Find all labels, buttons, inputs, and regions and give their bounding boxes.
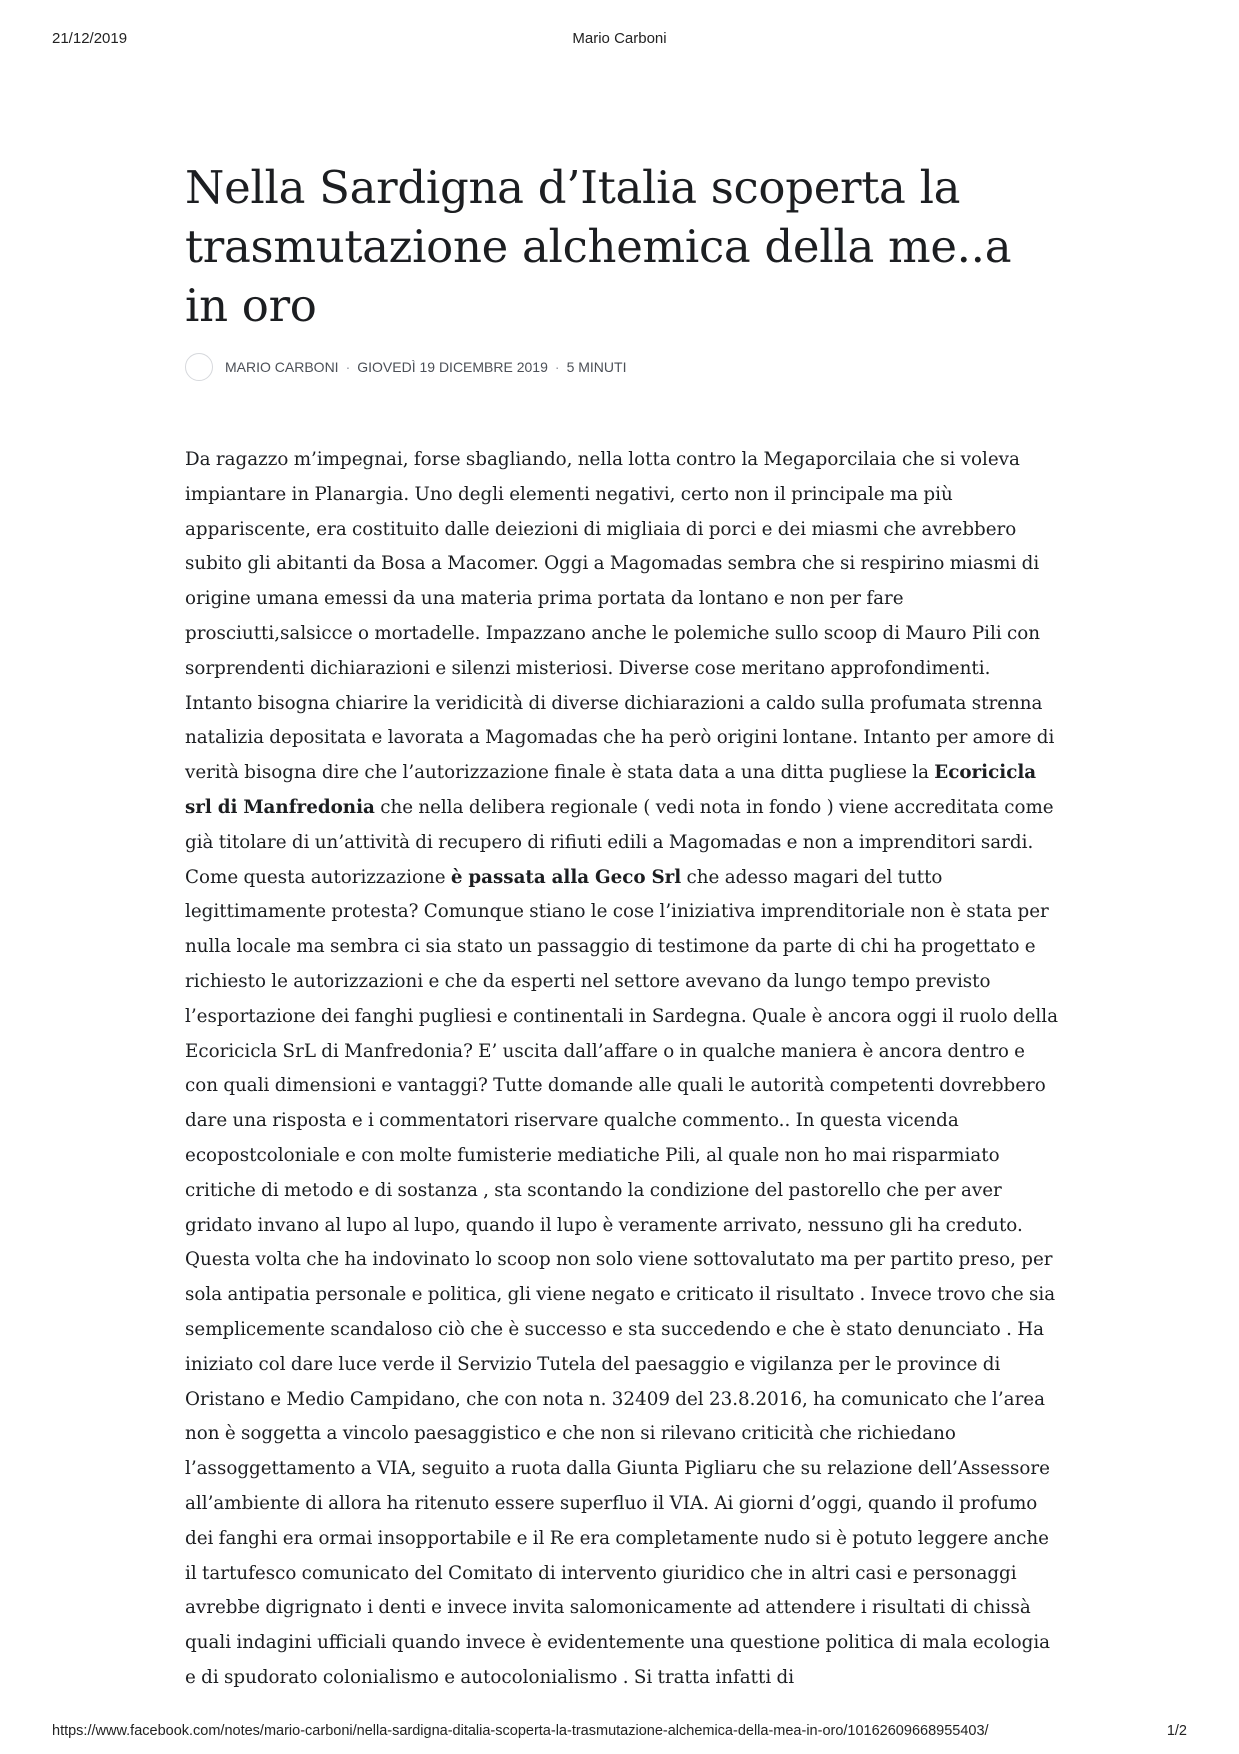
bold-authorization-phrase: è passata alla Geco Srl [450, 866, 682, 888]
publish-date-link[interactable]: GIOVEDÌ 19 DICEMBRE 2019 [357, 359, 548, 375]
article-body [185, 443, 1060, 1696]
print-header [52, 30, 1187, 50]
body-text-segment: che adesso magari del tutto legittimamente protesta? Comunque stiano le cose l’iniziativa imprenditoriale non è stata per nulla locale ma sembra ci sia stato un passaggio di testimone da parte di chi ha progettato e richiesto le autorizzazioni e che da esperti nel settore avevano da lungo tempo previsto l’esportazione dei fanghi pugliesi e continentali in Sardegna. Quale è ancora oggi il ruolo della Ecoricicla SrL di Manfredonia? E’ uscita dall’affare o in qualche maniera è ancora dentro e con quali dimensioni e vantaggi? Tutte domande alle quali le autorità competenti dovrebbero dare una risposta e i commentatori riservare qualche commento.. In questa vicenda ecopostcoloniale e con molte fumisterie mediatiche Pili, al quale non ho mai risparmiato critiche di metodo e di sostanza , sta scontando la condizione del pastorello che per aver gridato invano al lupo al lupo, quando il lupo è veramente arrivato, nessuno gli ha creduto. Questa volta che ha indovinato lo scoop non solo viene sottovalutato ma per partito preso, per sola antipatia personale e politica, gli viene negato e criticato il risultato . Invece trovo che sia semplicemente scandaloso ciò che è successo e sta succedendo e che è stato denunciato . Ha iniziato col dare luce verde il Servizio Tutela del paesaggio e vigilanza per le province di Oristano e Medio Campidano, che con nota n. 32409 del 23.8.2016, ha comunicato che l’area non è soggetta a vincolo paesaggistico e che non si rilevano criticità che richiedano l’assoggettamento a VIA, seguito a ruota dalla Giunta Pigliaru che su relazione dell’Assessore all’ambiente di allora ha ritenuto essere superfluo il VIA. Ai giorni d’oggi, quando il profumo dei fanghi era ormai insopportabile e il Re era completamente nudo si è potuto leggere anche il tartufesco comunicato del Comitato di intervento giuridico che in altri casi e personaggi avrebbe digrignato i denti e invece invita salomonicamente ad attendere i risultati di chissà quali indagini ufficiali quando invece è evidentemente una questione politica di mala ecologia e di spudorato colonialismo e autocolonialismo . Si tratta infatti di [185, 866, 1058, 1688]
read-time: 5 MINUTI [566, 359, 627, 375]
body-paragraph [185, 443, 1060, 1696]
print-date: 21/12/2019 [52, 30, 128, 47]
bold-company-name: Ecoricicla srl di Manfredonia [185, 762, 1037, 818]
note-article [185, 158, 1060, 1696]
article-title: Nella Sardigna d’Italia scoperta la trasmutazione alchemica della me..a in oro [185, 161, 1012, 332]
page-number: 1/2 [1166, 1723, 1187, 1739]
print-footer [52, 1723, 1187, 1743]
print-url: https://www.facebook.com/notes/mario-carboni/nella-sardigna-ditalia-scoperta-la-trasmutazione-alchemica-della-mea-in-oro/10162609668955403/ [52, 1723, 989, 1739]
body-text-segment: che nella delibera regionale ( vedi nota in fondo ) viene accreditata come già titolare di un’attività di recupero di rifiuti edili a Magomadas e non a imprenditori sardi. Come questa autorizzazione [185, 796, 1054, 888]
byline-separator: · [554, 359, 560, 375]
body-text-segment: Da ragazzo m’impegnai, forse sbagliando, nella lotta contro la Megaporcilaia che si voleva impiantare in Planargia. Uno degli elementi negativi, certo non il principale ma più appariscente, era costituito dalle deiezioni di migliaia di porci e dei miasmi che avrebbero subito gli abitanti da Bosa a Macomer. Oggi a Magomadas sembra che si respirino miasmi di origine umana emessi da una materia prima portata da lontano e non per fare prosciutti,salsicce o mortadelle. Impazzano anche le polemiche sullo scoop di Mauro Pili con sorprendenti dichiarazioni e silenzi misteriosi. Diverse cose meritano approfondimenti. Intanto bisogna chiarire la veridicità di diverse dichiarazioni a caldo sulla profumata strenna natalizia depositata e lavorata a Magomadas che ha però origini lontane. Intanto per amore di verità bisogna dire che l’autorizzazione finale è stata data a una ditta pugliese la [185, 449, 1055, 784]
print-site-title: Mario Carboni [572, 30, 667, 47]
byline-separator: · [345, 359, 351, 375]
author-avatar[interactable] [185, 353, 213, 381]
byline [185, 351, 1060, 383]
author-name-link[interactable]: MARIO CARBONI [225, 359, 339, 375]
